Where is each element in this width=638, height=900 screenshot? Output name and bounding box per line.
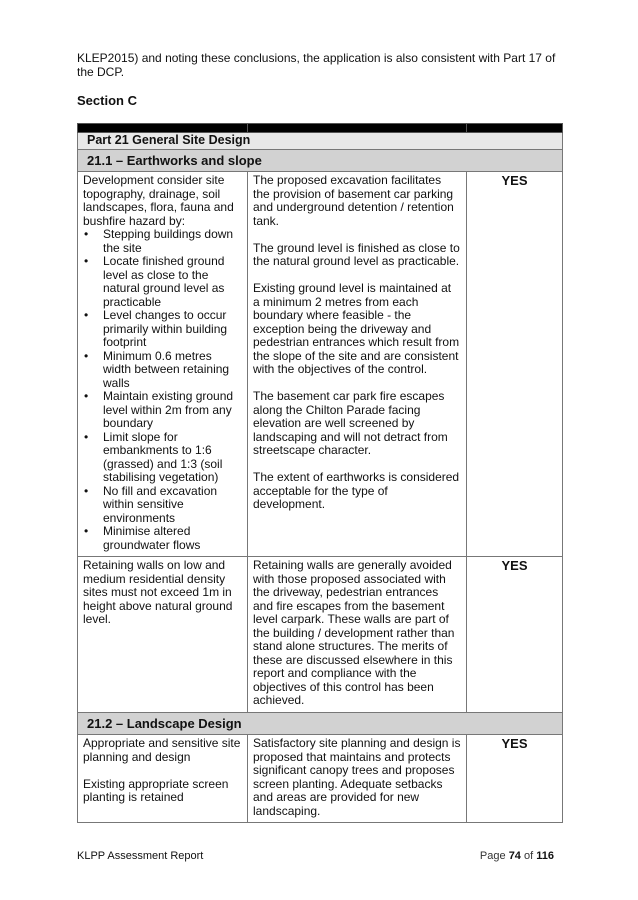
- section-heading: Section C: [77, 93, 137, 108]
- table-row: [78, 735, 563, 823]
- comment-paragraph: Retaining walls are generally avoided with those proposed associated with the driveway, pedestrian entrances and fire escapes from the basement level carpark. These walls are part of the building / development rather than stand alone structures. The merits of these are discussed elsewhere in this report and compliance with the objectives of this control has been achieved.: [253, 558, 455, 707]
- comment-paragraph: Satisfactory site planning and design is proposed that maintains and protects significant canopy trees and proposes screen planting. Adequate setbacks and areas are provided for new landscaping.: [253, 736, 461, 818]
- control-cell: [78, 172, 248, 557]
- comment-cell: [248, 557, 467, 713]
- table-header-row: [78, 124, 563, 133]
- control-intro: Development consider site topography, drainage, soil landscapes, flora, fauna and bushfire hazard by:: [83, 173, 234, 228]
- list-item: • Limit slope for embankments to 1:6 (grassed) and 1:3 (soil stabilising vegetation): [103, 431, 242, 485]
- compliance-status: YES: [467, 172, 563, 557]
- page-label: Page: [479, 850, 506, 862]
- of-label: of: [524, 850, 534, 862]
- control-cell: [78, 735, 248, 823]
- list-item: • No fill and excavation within sensitive environments: [103, 485, 242, 526]
- comment-paragraph: The extent of earthworks is considered acceptable for the type of development.: [253, 470, 460, 511]
- compliance-status: YES: [467, 735, 563, 823]
- group-heading: 21.2 – Landscape Design: [78, 712, 563, 735]
- list-item: • Maintain existing ground level within 2m from any boundary: [103, 390, 242, 431]
- comment-paragraph: The proposed excavation facilitates the provision of basement car parking and underground detention / retention tank.: [253, 173, 454, 228]
- footer-page-number: [480, 850, 554, 864]
- comment-paragraph: The ground level is finished as close to the natural ground level as practicable.: [253, 240, 460, 268]
- page-current: 74: [508, 850, 521, 862]
- comment-paragraph: Existing ground level is maintained at a minimum 2 metres from each boundary where feasible - the exception being the driveway and pedestrian entrances which result from the slope of the site and are consistent with the objectives of the control.: [253, 281, 460, 376]
- control-paragraph: Appropriate and sensitive site planning and design: [83, 736, 241, 764]
- page-total: 116: [536, 850, 554, 862]
- footer-report-name: KLPP Assessment Report: [77, 850, 204, 862]
- group-heading: 21.1 – Earthworks and slope: [78, 149, 563, 172]
- comment-cell: [248, 172, 467, 557]
- comment-paragraph: The basement car park fire escapes along the Chilton Parade facing elevation are well screened by landscaping and will not detract from streetscape character.: [253, 389, 448, 457]
- list-item: • Minimise altered groundwater flows: [103, 525, 242, 552]
- control-paragraph: Existing appropriate screen planting is retained: [83, 776, 229, 804]
- comment-cell: [248, 735, 467, 823]
- list-item: • Minimum 0.6 metres width between retaining walls: [103, 350, 242, 391]
- compliance-table: [77, 123, 563, 823]
- compliance-status: YES: [467, 557, 563, 713]
- table-row: [78, 172, 563, 557]
- intro-paragraph: KLEP2015) and noting these conclusions, the application is also consistent with Part 17 of the DCP.: [77, 51, 556, 79]
- list-item: • Stepping buildings down the site: [103, 228, 242, 255]
- list-item: • Locate finished ground level as close to the natural ground level as practicable: [103, 255, 242, 309]
- list-item: • Level changes to occur primarily within building footprint: [103, 309, 242, 350]
- table-row: [78, 557, 563, 713]
- part-heading: Part 21 General Site Design: [78, 133, 563, 150]
- control-cell: [78, 557, 248, 713]
- control-paragraph: Retaining walls on low and medium residential density sites must not exceed 1m in height above natural ground level.: [83, 558, 233, 626]
- control-bullets: [83, 228, 242, 552]
